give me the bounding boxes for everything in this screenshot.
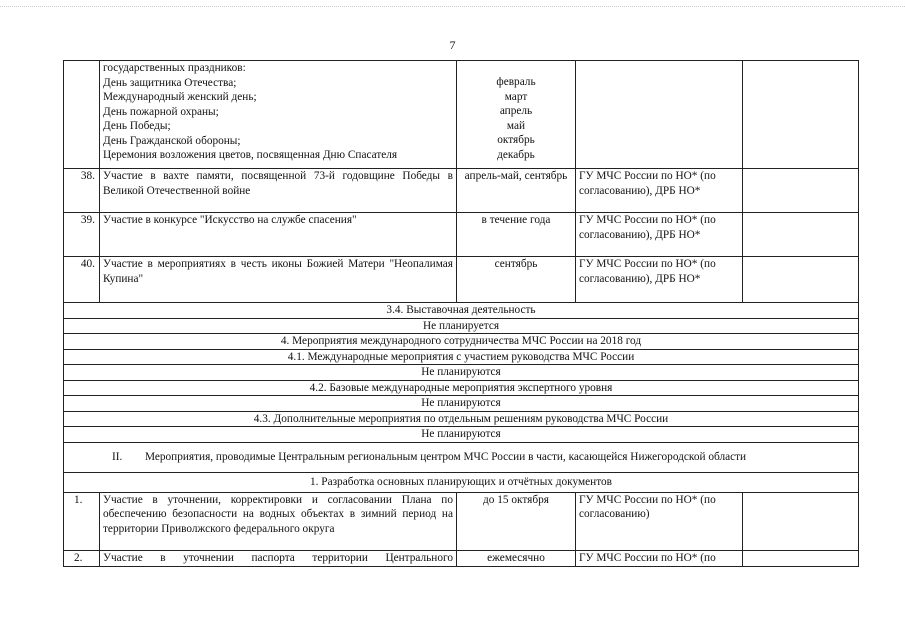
date-line: апрель bbox=[499, 105, 533, 117]
date-line: февраль bbox=[496, 76, 536, 88]
date-line: март bbox=[504, 90, 528, 103]
date-line: декабрь bbox=[497, 148, 535, 161]
table-row bbox=[64, 492, 859, 550]
cell-name: Участие в конкурсе "Искусство на службе спасения" bbox=[100, 213, 457, 257]
cell-date: ежемесячно bbox=[457, 550, 576, 566]
date-line: май bbox=[506, 119, 526, 132]
table-row-continued bbox=[64, 61, 859, 169]
cell-resp: ГУ МЧС России по НО* (по согласованию) bbox=[576, 492, 743, 550]
section-heading: 4.2. Базовые международные мероприятия экспертного уровня bbox=[64, 380, 859, 396]
section-note: Не планируются bbox=[64, 427, 859, 443]
section-heading: 4.1. Международные мероприятия с участием руководства МЧС России bbox=[64, 349, 859, 365]
section-row bbox=[64, 380, 859, 396]
table-row bbox=[64, 213, 859, 257]
cell-num: 38. bbox=[64, 169, 100, 213]
cell-num bbox=[64, 61, 100, 169]
cell-num: 1. bbox=[64, 492, 100, 550]
section-row bbox=[64, 396, 859, 412]
section-ii-num: II. bbox=[112, 450, 123, 463]
cell-resp bbox=[576, 61, 743, 169]
section-ii-heading bbox=[64, 442, 859, 472]
name-line: Международный женский день; bbox=[103, 91, 257, 103]
table-row bbox=[64, 550, 859, 566]
cell-name: Участие в уточнении паспорта территории Центрального bbox=[100, 550, 457, 566]
cell-date: в течение года bbox=[457, 213, 576, 257]
section-note: Не планируется bbox=[64, 318, 859, 334]
section-row bbox=[64, 303, 859, 319]
cell-resp: ГУ МЧС России по НО* (по согласованию), ДРБ НО* bbox=[576, 169, 743, 213]
cell-note bbox=[743, 257, 859, 303]
section-row bbox=[64, 318, 859, 334]
date-line: октябрь bbox=[497, 134, 535, 146]
cell-note bbox=[743, 492, 859, 550]
cell-resp: ГУ МЧС России по НО* (по bbox=[576, 550, 743, 566]
section-note: Не планируются bbox=[64, 365, 859, 381]
cell-note bbox=[743, 550, 859, 566]
section-heading: 4. Мероприятия международного сотрудничества МЧС России на 2018 год bbox=[64, 334, 859, 350]
cell-resp: ГУ МЧС России по НО* (по согласованию), ДРБ НО* bbox=[576, 257, 743, 303]
section-note: Не планируются bbox=[64, 396, 859, 412]
section-row bbox=[64, 411, 859, 427]
cell-name: Участие в мероприятиях в честь иконы Божией Матери "Неопалимая Купина" bbox=[100, 257, 457, 303]
section-row bbox=[64, 365, 859, 381]
cell-num: 40. bbox=[64, 257, 100, 303]
subsection-heading: 1. Разработка основных планирующих и отчётных документов bbox=[64, 472, 859, 492]
name-line: День защитника Отечества; bbox=[103, 76, 237, 89]
cell-note bbox=[743, 169, 859, 213]
cell-name: Участие в уточнении, корректировки и согласовании Плана по обеспечению безопасности на водных объектах в зимний период на территории Приволжского федерального округа bbox=[100, 492, 457, 550]
name-line: День Гражданской обороны; bbox=[103, 134, 241, 147]
table-row bbox=[64, 169, 859, 213]
cell-num: 2. bbox=[64, 550, 100, 566]
cell-date: апрель-май, сентябрь bbox=[457, 169, 576, 213]
name-line: День Победы; bbox=[103, 120, 171, 132]
cell-date: до 15 октября bbox=[457, 492, 576, 550]
name-line: День пожарной охраны; bbox=[103, 105, 219, 118]
section-row bbox=[64, 472, 859, 492]
name-line: Церемония возложения цветов, посвященная Дню Спасателя bbox=[103, 149, 398, 161]
cell-date: сентябрь bbox=[457, 257, 576, 303]
cell-num: 39. bbox=[64, 213, 100, 257]
section-row bbox=[64, 427, 859, 443]
page-number: 7 bbox=[449, 38, 456, 52]
cell-date bbox=[457, 61, 576, 169]
cell-name: Участие в вахте памяти, посвященной 73-й годовщине Победы в Великой Отечественной войне bbox=[100, 169, 457, 213]
name-line: государственных праздников: bbox=[103, 62, 246, 74]
cell-resp: ГУ МЧС России по НО* (по согласованию), ДРБ НО* bbox=[576, 213, 743, 257]
section-heading: 4.3. Дополнительные мероприятия по отдельным решениям руководства МЧС России bbox=[64, 411, 859, 427]
section-heading: 3.4. Выставочная деятельность bbox=[64, 303, 859, 319]
cell-name bbox=[100, 61, 457, 169]
section-ii-row bbox=[64, 442, 859, 472]
cell-note bbox=[743, 213, 859, 257]
scan-edge bbox=[0, 0, 905, 7]
section-ii-title: Мероприятия, проводимые Центральным региональным центром МЧС России в части, касающейся Нижегородской области bbox=[144, 450, 747, 463]
cell-note bbox=[743, 61, 859, 169]
section-row bbox=[64, 349, 859, 365]
table-row bbox=[64, 257, 859, 303]
section-row bbox=[64, 334, 859, 350]
events-table bbox=[63, 60, 859, 567]
